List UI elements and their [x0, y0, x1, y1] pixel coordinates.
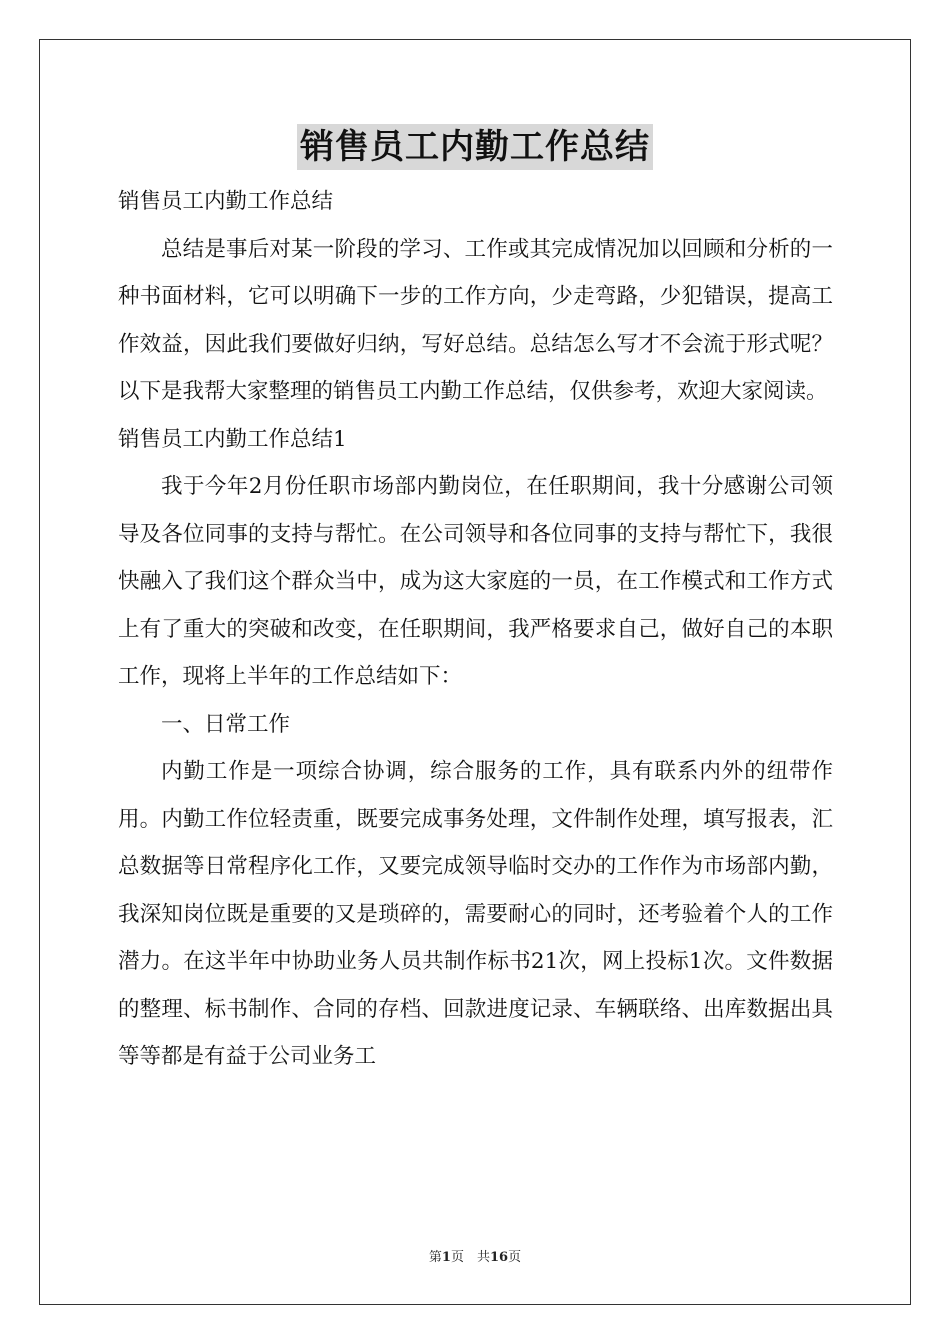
- page-number: 1: [441, 1250, 451, 1265]
- document-title: 销售员工内勤工作总结: [297, 124, 653, 170]
- section-heading: 销售员工内勤工作总结1: [118, 426, 347, 452]
- subheading-daily-work: 一、日常工作: [161, 711, 291, 737]
- intro-paragraph: 总结是事后对某一阶段的学习、工作或其完成情况加以回顾和分析的一种书面材料，它可以明确下一步的工作方向，少走弯路，少犯错误，提高工作效益，因此我们要做好归纳，写好总结。总结怎么写才不会流于形式呢？以下是我帮大家整理的销售员工内勤工作总结，仅供参考，欢迎大家阅读。: [118, 236, 833, 404]
- total-pages: 16: [489, 1250, 509, 1265]
- page-prefix: 第: [428, 1250, 442, 1265]
- page-footer: [0, 1246, 950, 1265]
- paragraph-1: 我于今年2月份任职市场部内勤岗位，在任职期间，我十分感谢公司领导及各位同事的支持与帮忙。在公司领导和各位同事的支持与帮忙下，我很快融入了我们这个群众当中，成为这大家庭的一员，在工作模式和工作方式上有了重大的突破和改变，在任职期间，我严格要求自己，做好自己的本职工作，现将上半年的工作总结如下：: [118, 474, 833, 689]
- paragraph-2: 内勤工作是一项综合协调，综合服务的工作，具有联系内外的纽带作用。内勤工作位轻责重，既要完成事务处理，文件制作处理，填写报表，汇总数据等日常程序化工作，又要完成领导临时交办的工作作为市场部内勤，我深知岗位既是重要的又是琐碎的，需要耐心的同时，还考验着个人的工作潜力。在这半年中协助业务人员共制作标书21次，网上投标1次。文件数据的整理、标书制作、合同的存档、回款进度记录、车辆联络、出库数据出具等等都是有益于公司业务工: [118, 759, 833, 1069]
- subtitle: 销售员工内勤工作总结: [118, 189, 334, 214]
- document-body: [118, 178, 833, 1081]
- page-suffix: 页 共: [450, 1250, 490, 1265]
- total-suffix: 页: [508, 1250, 522, 1265]
- title-container: [0, 124, 950, 170]
